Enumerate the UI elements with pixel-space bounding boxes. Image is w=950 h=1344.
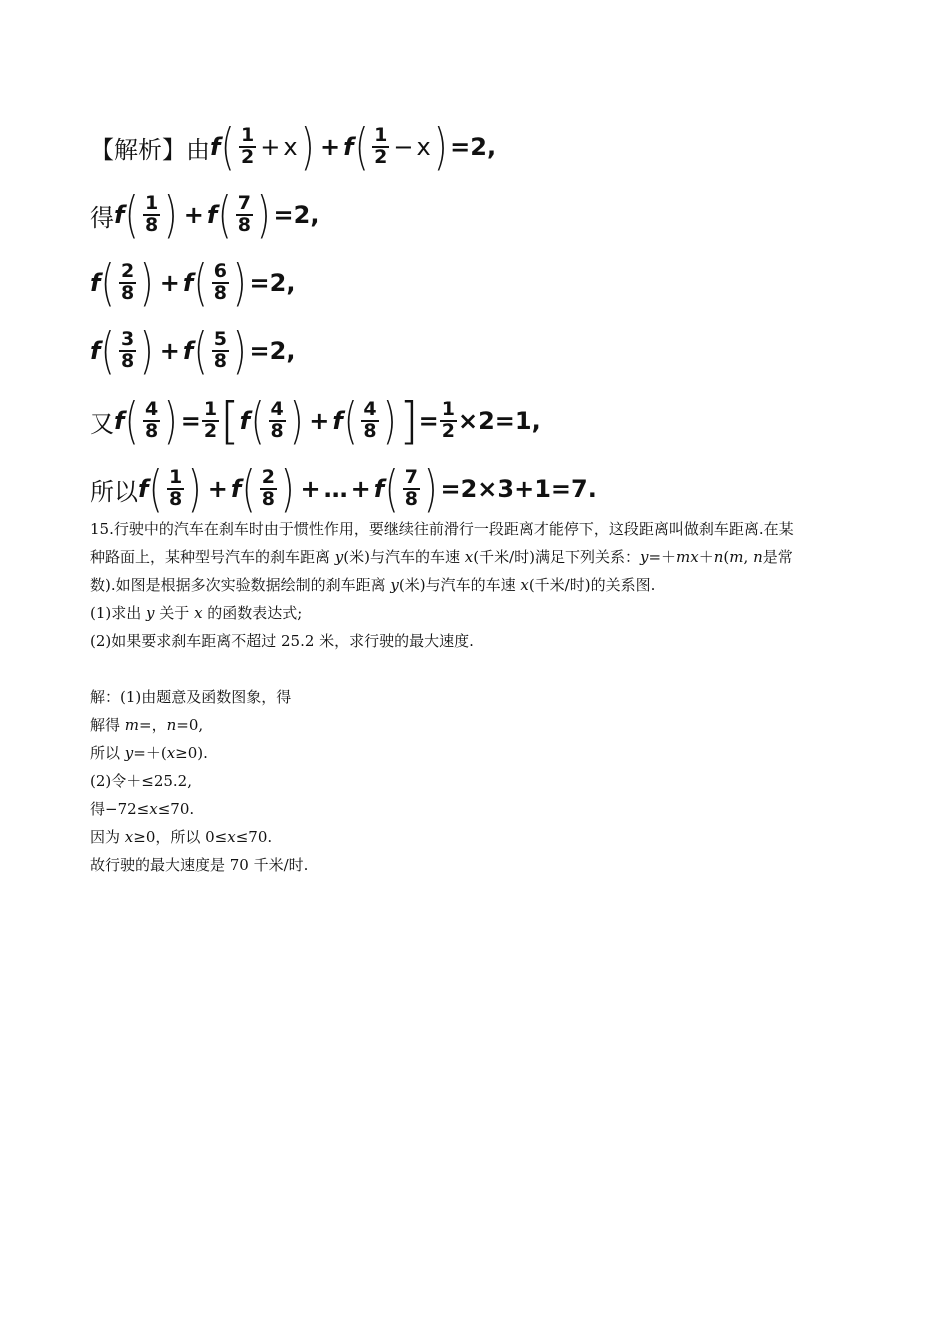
answer-line-4: (2)令＋≤25.2, — [90, 772, 192, 790]
solution-line-4: f ( $\frac{3}{8}$ ) + f ( $\frac{5}{8}$ ) =2, — [90, 322, 296, 380]
problem-line-3: 数).如图是根据多次实验数据绘制的刹车距离 y(米)与汽车的车速 x(千米/时)的关系图. — [90, 576, 656, 594]
fraction: $\frac{1}{2}$ — [374, 124, 388, 168]
solution-label: 【解析】 — [90, 135, 186, 164]
solution-line-5: 又 f ( $\frac{4}{8}$ ) = $\frac{1}{2}$ [ f ( $\frac{4}{8}$ ) + f ( $\frac{4}{8}$ ) ] = $\frac{1}{2}$ ×2=1, — [90, 392, 541, 450]
solution-line-3: f ( $\frac{2}{8}$ ) + f ( $\frac{6}{8}$ ) =2, — [90, 254, 296, 312]
question-2: (2)如果要求刹车距离不超过 25.2 米，求行驶的最大速度. — [90, 632, 474, 650]
answer-line-2: 解得 m=，n=0, — [90, 716, 204, 734]
solution-line-2: 得 f ( $\frac{1}{8}$ ) + f ( $\frac{7}{8}$ ) =2, — [90, 186, 320, 244]
solution-line-1: 【解析】 由 f ( $\frac{1}{2}$ + x ) + f ( $\frac{1}{2}$ − x ) =2, — [90, 118, 497, 176]
answer-line-3: 所以 y=＋(x≥0). — [90, 744, 208, 762]
question-1: (1)求出 y 关于 x 的函数表达式; — [90, 604, 303, 622]
answer-line-1: 解：(1)由题意及函数图象，得 — [90, 688, 292, 706]
answer-line-7: 故行驶的最大速度是 70 千米/时. — [90, 856, 309, 874]
answer-line-6: 因为 x≥0，所以 0≤x≤70. — [90, 828, 273, 846]
solution-line-6: 所以 f ( $\frac{1}{8}$ ) + f ( $\frac{2}{8}$ ) + … + f ( $\frac{7}{8}$ ) =2×3+1=7. — [90, 460, 597, 518]
problem-line-1: 15.行驶中的汽车在刹车时由于惯性作用，要继续往前滑行一段距离才能停下，这段距离叫做刹车距离.在某 — [90, 520, 794, 538]
fraction: $\frac{1}{2}$ — [240, 124, 255, 168]
problem-line-2: 种路面上，某种型号汽车的刹车距离 y(米)与汽车的车速 x(千米/时)满足下列关系：y=＋mx＋n(m, n是常 — [90, 548, 793, 566]
answer-line-5: 得−72≤x≤70. — [90, 800, 195, 818]
